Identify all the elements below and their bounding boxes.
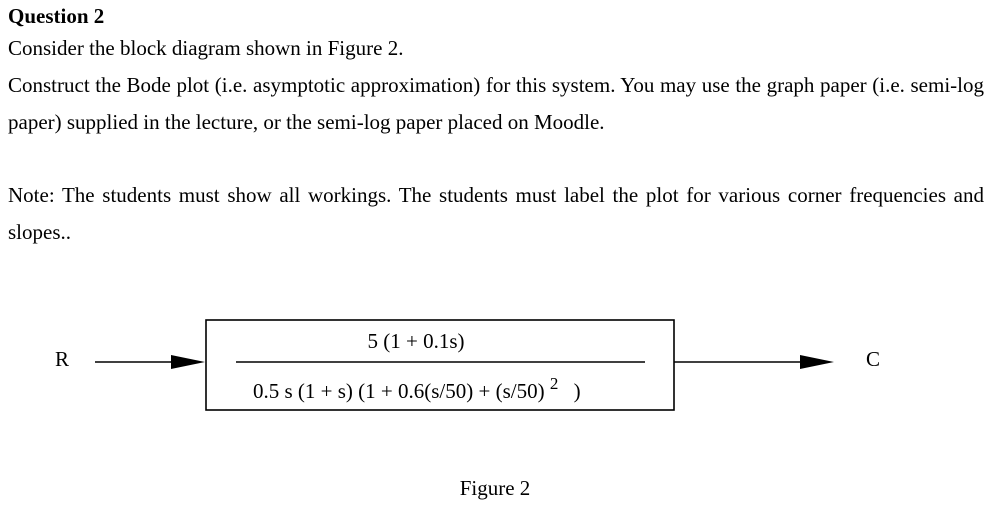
denominator-exponent: 2 <box>549 374 559 393</box>
intro-paragraph: Consider the block diagram shown in Figure 2. <box>8 36 404 60</box>
tf-numerator: 5 (1 + 0.1s) <box>367 329 465 353</box>
note-paragraph: Note: The students must show all workings. The students must label the plot for various corner frequencies and slopes.. <box>8 183 984 244</box>
input-arrowhead <box>171 355 205 369</box>
input-label: R <box>55 347 70 371</box>
task-paragraph: Construct the Bode plot (i.e. asymptotic approximation) for this system. You may use the graph paper (i.e. semi-log paper) supplied in the lecture, or the semi-log paper placed on Moodle. <box>8 73 984 134</box>
denominator-close: ) <box>573 379 581 403</box>
block-diagram <box>0 300 990 430</box>
output-arrowhead <box>800 355 834 369</box>
figure-caption: Figure 2 <box>459 476 531 500</box>
question-heading: Question 2 <box>8 4 105 28</box>
denominator-main: 0.5 s (1 + s) (1 + 0.6(s/50) + (s/50) <box>253 379 545 403</box>
output-label: C <box>866 347 881 371</box>
